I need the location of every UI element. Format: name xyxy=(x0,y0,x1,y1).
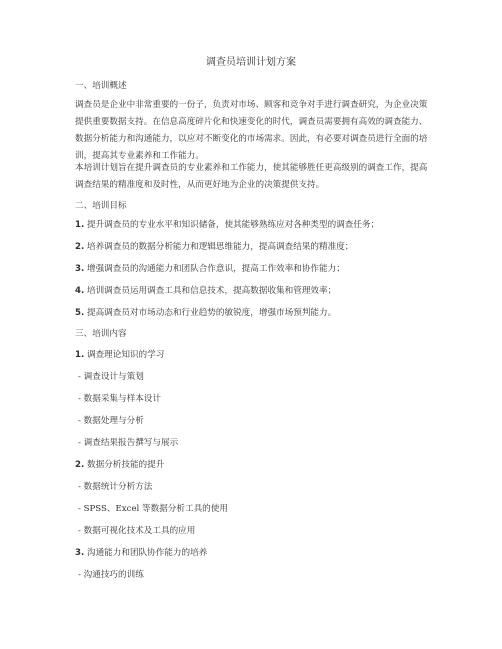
goal-item xyxy=(75,261,345,278)
content-sub-item: - SPSS、Excel 等数据分析工具的使用 xyxy=(78,504,228,514)
goal-number: 1. xyxy=(75,220,85,230)
section-heading-overview: 一、培训概述 xyxy=(75,81,127,91)
goal-text: 提升调查员的专业水平和知识储备，使其能够熟练应对各种类型的调查任务； xyxy=(86,220,380,230)
goal-number: 4. xyxy=(75,286,85,296)
goal-item xyxy=(75,305,336,322)
content-group-text: 数据分析技能的提升 xyxy=(86,460,165,470)
content-group-number: 1. xyxy=(75,350,85,360)
section-heading-content: 三、培训内容 xyxy=(75,329,127,339)
content-group-title xyxy=(75,545,207,562)
goal-number: 2. xyxy=(75,242,85,252)
content-sub-item: - 沟通技巧的训练 xyxy=(78,570,144,580)
overview-paragraph-2: 本培训计划旨在提升调查员的专业素养和工作能力，使其能够胜任更高级别的调查工作，提高调查结果的精准度和及时性，从而更好地为企业的决策提供支持。 xyxy=(75,163,428,190)
content-sub-item: - 数据统计分析方法 xyxy=(78,482,153,492)
document-title: 调查员培训计划方案 xyxy=(206,57,296,68)
overview-paragraph-1: 调查员是企业中非常重要的一份子，负责对市场、顾客和竞争对手进行调查研究，为企业决策提供重要数据支持。在信息高度碎片化和快速变化的时代，调查员需要拥有高效的调查能力、数据分析能力和沟通能力，以应对不断变化的市场需求。因此，有必要对调查员进行全面的培训，提高其专业素养和工作能力。 xyxy=(75,100,428,161)
goal-item xyxy=(75,283,336,300)
content-sub-item: - 数据处理与分析 xyxy=(78,416,144,426)
content-group-text: 调查理论知识的学习 xyxy=(86,350,165,360)
content-group-title xyxy=(75,347,164,364)
content-sub-item: - 数据采集与样本设计 xyxy=(78,394,161,404)
goal-text: 培训调查员运用调查工具和信息技术，提高数据收集和管理效率； xyxy=(86,286,337,296)
content-sub-item: - 调查结果报告撰写与展示 xyxy=(78,438,179,448)
goal-text: 提高调查员对市场动态和行业趋势的敏锐度，增强市场预判能力。 xyxy=(86,308,337,318)
content-group-number: 2. xyxy=(75,460,85,470)
content-group-text: 沟通能力和团队协作能力的培养 xyxy=(86,548,208,558)
content-group-number: 3. xyxy=(75,548,85,558)
goal-number: 3. xyxy=(75,264,85,274)
goal-text: 培养调查员的数据分析能力和逻辑思维能力，提高调查结果的精准度； xyxy=(86,242,354,252)
goal-item xyxy=(75,239,353,256)
content-sub-item: - 调查设计与策划 xyxy=(78,372,144,382)
content-group-title xyxy=(75,457,164,474)
goal-item xyxy=(75,217,379,234)
goal-number: 5. xyxy=(75,308,85,318)
content-sub-item: - 数据可视化技术及工具的应用 xyxy=(78,526,196,536)
goal-text: 增强调查员的沟通能力和团队合作意识，提高工作效率和协作能力； xyxy=(86,264,345,274)
section-heading-goals: 二、培训目标 xyxy=(75,201,127,211)
